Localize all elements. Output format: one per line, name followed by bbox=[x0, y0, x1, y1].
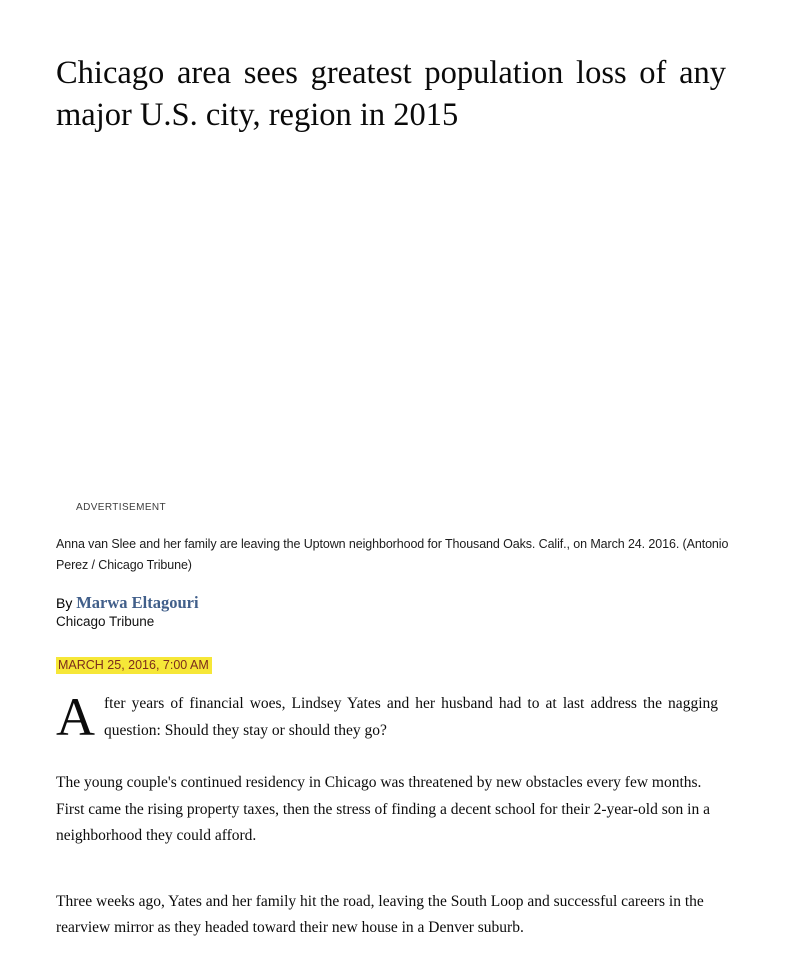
article-body bbox=[56, 687, 718, 942]
byline-prefix: By bbox=[56, 595, 77, 611]
article-paragraph: The young couple's continued residency in Chicago was threatened by new obstacles every few months. First came the rising property taxes, then the stress of finding a decent school for their 2-year-old son in a neighborhood they could afford. bbox=[56, 774, 710, 844]
byline bbox=[56, 593, 801, 631]
article-paragraph: Three weeks ago, Yates and her family hit the road, leaving the South Loop and successful careers in the rearview mirror as they headed toward their new house in a Denver suburb. bbox=[56, 892, 704, 936]
dateline bbox=[56, 656, 801, 674]
publish-date-highlight: MARCH 25, 2016, 7:00 AM bbox=[56, 657, 212, 674]
drop-cap: A bbox=[56, 687, 95, 747]
author-link[interactable]: Marwa Eltagouri bbox=[76, 593, 199, 612]
hero-image-placeholder bbox=[56, 136, 746, 502]
article-headline: Chicago area sees greatest population loss of any major U.S. city, region in 2015 bbox=[56, 55, 726, 133]
byline-organization: Chicago Tribune bbox=[56, 614, 155, 629]
article-paragraph bbox=[56, 687, 718, 747]
paragraph-text: fter years of financial woes, Lindsey Yates and her husband had to at last address the nagging question: Should they stay or should they go? bbox=[104, 695, 718, 739]
photo-caption: Anna van Slee and her family are leaving the Uptown neighborhood for Thousand Oaks. Calif., on March 24. 2016. (Antonio Perez / Chicago Tribune) bbox=[56, 537, 729, 572]
advertisement-label: ADVERTISEMENT bbox=[76, 502, 167, 513]
